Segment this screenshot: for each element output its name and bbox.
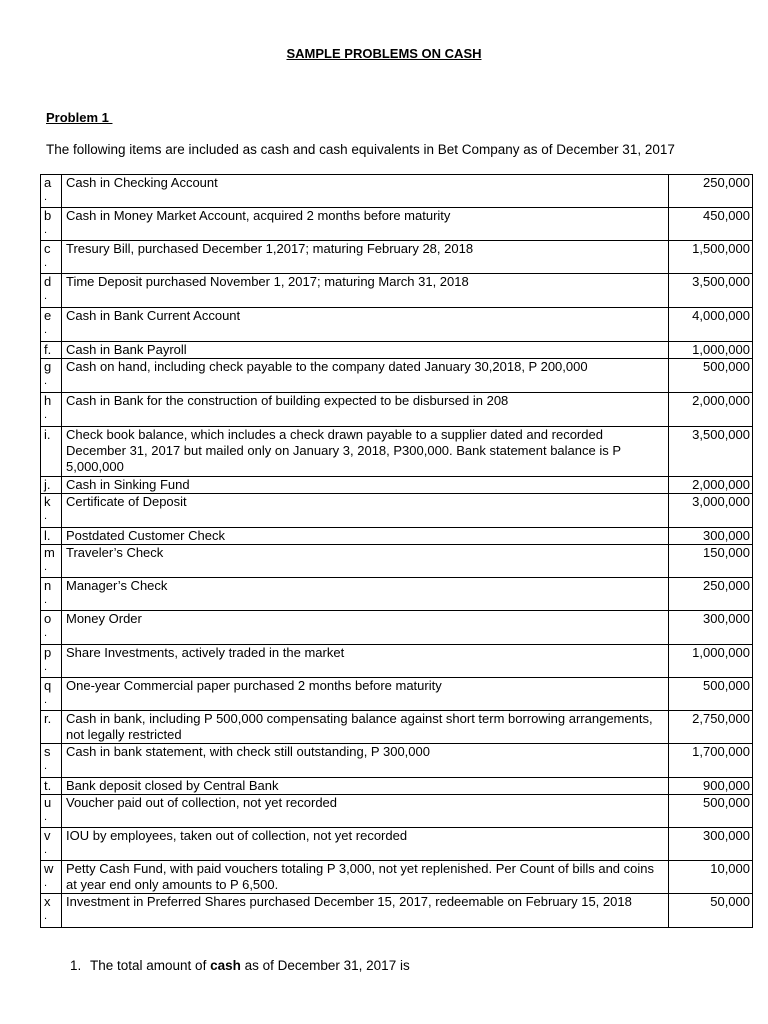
item-letter-dot: . bbox=[44, 324, 48, 336]
item-row bbox=[41, 208, 753, 241]
item-row bbox=[41, 477, 753, 494]
item-row bbox=[41, 308, 753, 342]
item-letter-text: c bbox=[44, 241, 51, 256]
item-row bbox=[41, 274, 753, 308]
question-text-before: The total amount of bbox=[90, 958, 211, 973]
item-letter-text: q bbox=[44, 678, 52, 693]
intro-paragraph: The following items are included as cash and cash equivalents in Bet Company as of December 31, 2017 bbox=[46, 142, 675, 157]
item-letter-dot: . bbox=[44, 694, 48, 706]
item-letter-text: r. bbox=[44, 711, 52, 726]
item-letter bbox=[41, 494, 62, 528]
item-description: Postdated Customer Check bbox=[62, 528, 669, 545]
item-letter-text: w bbox=[44, 861, 54, 876]
question-bold-term: cash bbox=[210, 958, 241, 973]
item-row bbox=[41, 393, 753, 427]
question-1 bbox=[70, 958, 410, 973]
problem-heading: Problem 1 bbox=[46, 110, 113, 125]
item-letter bbox=[41, 308, 62, 342]
item-row bbox=[41, 578, 753, 611]
item-amount: 1,000,000 bbox=[669, 342, 753, 359]
item-description: Cash on hand, including check payable to the company dated January 30,2018, P 200,000 bbox=[62, 359, 669, 393]
item-row bbox=[41, 828, 753, 861]
item-row bbox=[41, 645, 753, 678]
item-letter-dot: . bbox=[44, 910, 48, 922]
item-amount: 300,000 bbox=[669, 611, 753, 645]
item-letter bbox=[41, 645, 62, 678]
item-amount: 500,000 bbox=[669, 359, 753, 393]
item-amount: 3,000,000 bbox=[669, 494, 753, 528]
item-letter-text: k bbox=[44, 494, 51, 509]
item-letter-text: o bbox=[44, 611, 52, 626]
item-amount: 1,700,000 bbox=[669, 744, 753, 778]
item-description: Petty Cash Fund, with paid vouchers totaling P 3,000, not yet replenished. Per Count of bills and coins at year end only amounts to P 6,500. bbox=[62, 861, 669, 894]
item-letter bbox=[41, 208, 62, 241]
item-letter bbox=[41, 477, 62, 494]
item-letter-dot: . bbox=[44, 811, 48, 823]
item-letter bbox=[41, 528, 62, 545]
item-amount: 450,000 bbox=[669, 208, 753, 241]
item-letter-text: s bbox=[44, 744, 51, 759]
item-amount: 10,000 bbox=[669, 861, 753, 894]
item-letter bbox=[41, 427, 62, 477]
item-description: Voucher paid out of collection, not yet recorded bbox=[62, 795, 669, 828]
item-letter bbox=[41, 711, 62, 744]
item-letter bbox=[41, 678, 62, 711]
item-description: Tresury Bill, purchased December 1,2017; maturing February 28, 2018 bbox=[62, 241, 669, 274]
item-letter-text: v bbox=[44, 828, 51, 843]
item-letter-dot: . bbox=[44, 760, 48, 772]
item-row bbox=[41, 744, 753, 778]
question-text-after: as of December 31, 2017 is bbox=[240, 958, 410, 973]
question-number: 1. bbox=[70, 958, 82, 973]
item-letter-text: b bbox=[44, 208, 52, 223]
item-description: Cash in Money Market Account, acquired 2 months before maturity bbox=[62, 208, 669, 241]
item-amount: 150,000 bbox=[669, 545, 753, 578]
cash-items-table bbox=[40, 174, 753, 928]
item-amount: 250,000 bbox=[669, 578, 753, 611]
item-amount: 500,000 bbox=[669, 795, 753, 828]
item-letter bbox=[41, 894, 62, 928]
item-letter-text: f. bbox=[44, 342, 52, 357]
item-amount: 3,500,000 bbox=[669, 427, 753, 477]
item-letter bbox=[41, 611, 62, 645]
item-amount: 500,000 bbox=[669, 678, 753, 711]
item-description: Cash in Checking Account bbox=[62, 175, 669, 208]
item-description: Cash in Bank Payroll bbox=[62, 342, 669, 359]
item-letter-text: g bbox=[44, 359, 52, 374]
item-letter-text: u bbox=[44, 795, 52, 810]
item-letter bbox=[41, 778, 62, 795]
item-letter-dot: . bbox=[44, 290, 48, 302]
item-letter-text: d bbox=[44, 274, 52, 289]
item-row bbox=[41, 778, 753, 795]
item-row bbox=[41, 611, 753, 645]
item-row bbox=[41, 678, 753, 711]
item-amount: 2,000,000 bbox=[669, 477, 753, 494]
item-description: Cash in Bank for the construction of building expected to be disbursed in 208 bbox=[62, 393, 669, 427]
item-description: Money Order bbox=[62, 611, 669, 645]
item-row bbox=[41, 894, 753, 928]
item-amount: 900,000 bbox=[669, 778, 753, 795]
item-letter bbox=[41, 393, 62, 427]
item-description: Cash in Sinking Fund bbox=[62, 477, 669, 494]
item-row bbox=[41, 795, 753, 828]
item-description: One-year Commercial paper purchased 2 months before maturity bbox=[62, 678, 669, 711]
item-amount: 300,000 bbox=[669, 528, 753, 545]
item-letter bbox=[41, 795, 62, 828]
item-row bbox=[41, 861, 753, 894]
item-letter bbox=[41, 828, 62, 861]
item-amount: 2,750,000 bbox=[669, 711, 753, 744]
item-row bbox=[41, 494, 753, 528]
item-description: Cash in bank statement, with check still outstanding, P 300,000 bbox=[62, 744, 669, 778]
item-letter-dot: . bbox=[44, 561, 48, 573]
item-description: Check book balance, which includes a check drawn payable to a supplier dated and recorded December 31, 2017 but mailed only on January 3, 2018, P300,000. Bank statement balance is P 5,000,000 bbox=[62, 427, 669, 477]
item-amount: 4,000,000 bbox=[669, 308, 753, 342]
item-letter-text: x bbox=[44, 894, 51, 909]
item-description: Manager’s Check bbox=[62, 578, 669, 611]
item-letter-dot: . bbox=[44, 627, 48, 639]
item-description: Bank deposit closed by Central Bank bbox=[62, 778, 669, 795]
item-letter-text: p bbox=[44, 645, 52, 660]
item-letter-dot: . bbox=[44, 661, 48, 673]
item-amount: 300,000 bbox=[669, 828, 753, 861]
item-row bbox=[41, 545, 753, 578]
item-letter bbox=[41, 744, 62, 778]
item-letter-dot: . bbox=[44, 877, 48, 889]
item-letter bbox=[41, 274, 62, 308]
item-letter-dot: . bbox=[44, 257, 48, 269]
item-letter bbox=[41, 359, 62, 393]
document-title: SAMPLE PROBLEMS ON CASH bbox=[286, 46, 482, 61]
item-letter-text: m bbox=[44, 545, 55, 560]
item-letter-dot: . bbox=[44, 594, 48, 606]
item-letter bbox=[41, 342, 62, 359]
item-letter-text: t. bbox=[44, 778, 52, 793]
item-letter-dot: . bbox=[44, 844, 48, 856]
item-letter-dot: . bbox=[44, 191, 48, 203]
item-letter-text: l. bbox=[44, 528, 51, 543]
item-row bbox=[41, 427, 753, 477]
item-letter-dot: . bbox=[44, 375, 48, 387]
item-row bbox=[41, 359, 753, 393]
item-letter-text: n bbox=[44, 578, 52, 593]
item-row bbox=[41, 342, 753, 359]
item-letter-text: e bbox=[44, 308, 52, 323]
item-letter-text: a bbox=[44, 175, 52, 190]
item-row bbox=[41, 175, 753, 208]
item-letter-text: h bbox=[44, 393, 52, 408]
item-description: Cash in bank, including P 500,000 compensating balance against short term borrowing arrangements, not legally restricted bbox=[62, 711, 669, 744]
item-letter-dot: . bbox=[44, 510, 48, 522]
item-letter bbox=[41, 545, 62, 578]
item-letter bbox=[41, 578, 62, 611]
item-row bbox=[41, 711, 753, 744]
item-amount: 1,000,000 bbox=[669, 645, 753, 678]
item-letter-dot: . bbox=[44, 224, 48, 236]
item-description: Traveler’s Check bbox=[62, 545, 669, 578]
item-letter-text: j. bbox=[44, 477, 51, 492]
item-description: IOU by employees, taken out of collection, not yet recorded bbox=[62, 828, 669, 861]
item-description: Time Deposit purchased November 1, 2017; maturing March 31, 2018 bbox=[62, 274, 669, 308]
item-amount: 2,000,000 bbox=[669, 393, 753, 427]
item-amount: 250,000 bbox=[669, 175, 753, 208]
item-amount: 50,000 bbox=[669, 894, 753, 928]
item-description: Investment in Preferred Shares purchased December 15, 2017, redeemable on February 15, 2018 bbox=[62, 894, 669, 928]
item-description: Certificate of Deposit bbox=[62, 494, 669, 528]
item-letter bbox=[41, 175, 62, 208]
item-description: Cash in Bank Current Account bbox=[62, 308, 669, 342]
item-description: Share Investments, actively traded in the market bbox=[62, 645, 669, 678]
item-letter bbox=[41, 861, 62, 894]
item-letter-text: i. bbox=[44, 427, 51, 442]
item-letter-dot: . bbox=[44, 409, 48, 421]
item-amount: 1,500,000 bbox=[669, 241, 753, 274]
item-row bbox=[41, 241, 753, 274]
item-letter bbox=[41, 241, 62, 274]
item-row bbox=[41, 528, 753, 545]
item-amount: 3,500,000 bbox=[669, 274, 753, 308]
